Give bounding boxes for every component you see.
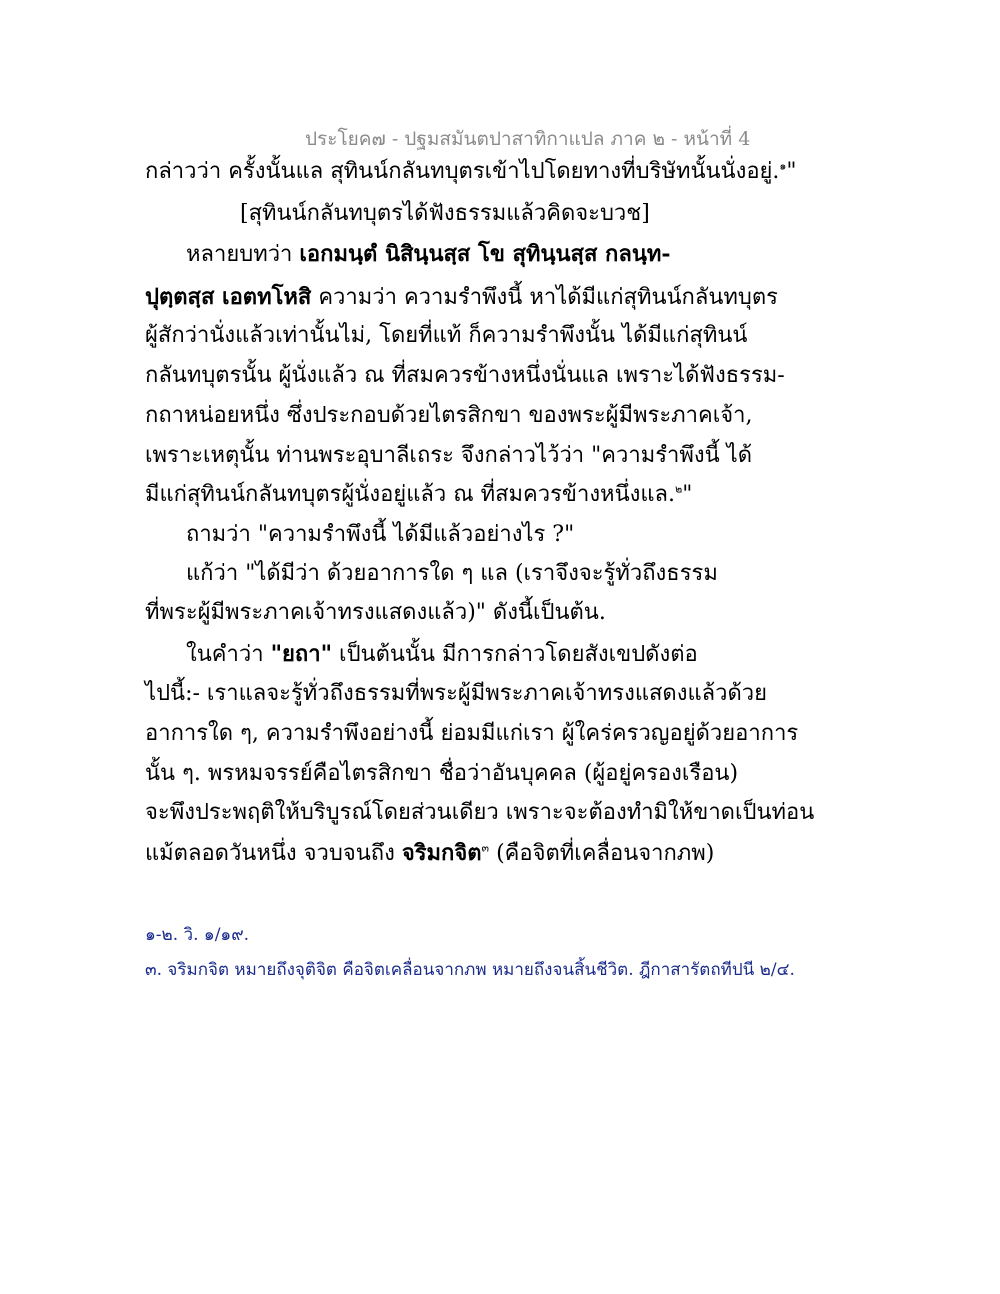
body-text: แม้ตลอดวันหนึ่ง จวบจนถึง [145, 841, 402, 866]
body-line-12: ที่พระผู้มีพระภาคเจ้าทรงแสดงแล้ว)" ดังนี้เป็นต้น. [145, 600, 606, 625]
page-header: ประโยค๗ - ปฐมสมันตปาสาทิกาแปล ภาค ๒ - หน้าที่ 4 [305, 128, 751, 150]
body-line-17: จะพึงประพฤติให้บริบูรณ์โดยส่วนเดียว เพราะจะต้องทำมิให้ขาดเป็นท่อน [145, 800, 815, 825]
keyword: จริมกจิต [401, 840, 482, 866]
body-line-4 [145, 282, 778, 313]
body-text: (คือจิตที่เคลื่อนจากภพ) [489, 841, 715, 866]
body-line-10: ถามว่า "ความรำพึงนี้ ได้มีแล้วอย่างไร ?" [186, 522, 575, 547]
body-line-13 [186, 639, 698, 670]
quote-mark: " [682, 482, 693, 507]
body-text: กล่าวว่า ครั้งนั้นแล สุทินน์กลันทบุตรเข้าไปโดยทางที่บริษัทนั้นนั่งอยู่. [145, 159, 780, 184]
footnote-ref-2: ๒ [675, 482, 683, 496]
body-line-11: แก้ว่า "ได้มีว่า ด้วยอาการใด ๆ แล (เราจึงจะรู้ทั่วถึงธรรม [186, 561, 718, 586]
body-text: เป็นต้นนั้น มีการกล่าวโดยสังเขปดังต่อ [332, 642, 698, 667]
body-text: มีแก่สุทินน์กลันทบุตรผู้นั่งอยู่แล้ว ณ ที่สมควรข้างหนึ่งแล. [145, 482, 675, 507]
body-text: ความว่า ความรำพึงนี้ หาได้มีแก่สุทินน์กลันทบุตร [311, 285, 778, 310]
pali-phrase: ปุตฺตสฺส เอตทโหสิ [145, 284, 312, 310]
body-text: หลายบทว่า [186, 242, 300, 267]
body-line-15: อาการใด ๆ, ความรำพึงอย่างนี้ ย่อมมีแก่เรา ผู้ใคร่ครวญอยู่ด้วยอาการ [145, 721, 799, 746]
section-heading: [สุทินน์กลันทบุตรได้ฟังธรรมแล้วคิดจะบวช] [240, 201, 650, 226]
keyword: "ยถา" [270, 641, 333, 667]
body-line-8: เพราะเหตุนั้น ท่านพระอุบาลีเถระ จึงกล่าวไว้ว่า "ความรำพึงนี้ ได้ [145, 443, 752, 468]
body-line-6: กลันทบุตรนั้น ผู้นั่งแล้ว ณ ที่สมควรข้างหนึ่งนั่นแล เพราะได้ฟังธรรม- [145, 363, 785, 388]
body-line-3 [186, 239, 671, 270]
pali-phrase: เอกมนฺตํ นิสินฺนสฺส โข สุทินฺนสฺส กลนฺท- [299, 241, 671, 267]
body-line-18 [145, 838, 714, 869]
body-text: ในคำว่า [186, 642, 271, 667]
footnote-2: ๓. จริมกจิต หมายถึงจุติจิต คือจิตเคลื่อนจากภพ หมายถึงจนสิ้นชีวิต. ฎีกาสารัตถทีปนี ๒/๔. [145, 960, 795, 980]
body-line-14: ไปนี้:- เราแลจะรู้ทั่วถึงธรรมที่พระผู้มีพระภาคเจ้าทรงแสดงแล้วด้วย [145, 681, 768, 706]
body-line-7: กถาหน่อยหนึ่ง ซึ่งประกอบด้วยไตรสิกขา ของพระผู้มีพระภาคเจ้า, [145, 403, 753, 428]
footnote-1: ๑-๒. วิ. ๑/๑๙. [145, 925, 250, 945]
body-line-9 [145, 480, 692, 510]
body-line-1 [145, 157, 797, 187]
body-line-5: ผู้สักว่านั่งแล้วเท่านั้นไม่, โดยที่แท้ ก็ความรำพึงนั้น ได้มีแก่สุทินน์ [145, 323, 748, 348]
footnote-ref-1: ๑ [779, 159, 787, 173]
footnote-ref-3: ๓ [481, 841, 490, 855]
body-line-16: นั้น ๆ. พรหมจรรย์คือไตรสิกขา ชื่อว่าอันบุคคล (ผู้อยู่ครองเรือน) [145, 761, 739, 786]
quote-mark: " [786, 159, 797, 184]
